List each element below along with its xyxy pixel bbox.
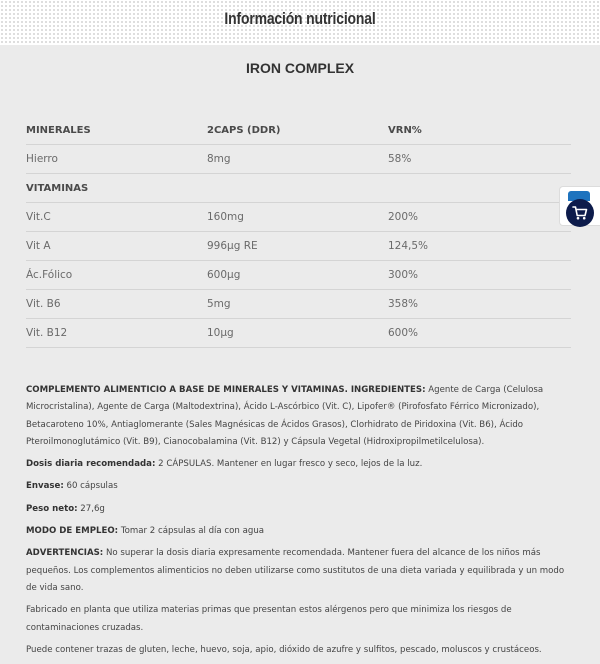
column-header-vrn: VRN% bbox=[388, 116, 571, 145]
shopping-cart-icon bbox=[572, 205, 588, 221]
nutrient-name: Hierro bbox=[26, 145, 207, 174]
usage-label: MODO DE EMPLEO: bbox=[26, 526, 119, 537]
nutrient-amount: 5mg bbox=[207, 290, 388, 319]
pack-paragraph bbox=[26, 478, 576, 495]
table-row bbox=[26, 232, 571, 261]
dose-label: Dosis diaria recomendada: bbox=[26, 459, 156, 470]
nutrient-name: Ác.Fólico bbox=[26, 261, 207, 290]
weight-label: Peso neto: bbox=[26, 503, 78, 514]
section-header bbox=[0, 0, 600, 45]
factory-paragraph: Fabricado en planta que utiliza materias primas que presentan estos alérgenos pero que minimiza los riesgos de contaminaciones cruzadas. bbox=[26, 605, 512, 633]
ingredients-label: COMPLEMENTO ALIMENTICIO A BASE DE MINERALES Y VITAMINAS. INGREDIENTES: bbox=[26, 385, 426, 395]
table-row bbox=[26, 290, 571, 319]
pack-label: Envase: bbox=[26, 481, 64, 492]
table-row bbox=[26, 203, 571, 232]
floating-cart-button[interactable] bbox=[559, 186, 600, 226]
ingredients-text: Agente de Carga (Celulosa Microcristalina), Agente de Carga (Maltodextrina), Ácido L-Ascórbico (Vit. C), Lipofer® (Pirofosfato Férrico Micronizado), Betacaroteno 10%, Antiaglomerante (Sales Magnésicas de Ácidos Grasos), Clorhidrato de Piridoxina (Vit. B6), Ácido Pteroilmonoglutámico (Vit. B9), Cianocobalamina (Vit. B12) y Cápsula Vegetal (Hidroxipropilmetilcelulosa). bbox=[26, 385, 544, 447]
table-header-row bbox=[26, 116, 571, 145]
cart-button-circle[interactable] bbox=[566, 199, 594, 227]
usage-paragraph bbox=[26, 523, 576, 540]
nutrient-vrn: 58% bbox=[388, 145, 571, 174]
nutrient-amount: 160mg bbox=[207, 203, 388, 232]
nutrient-vrn: 600% bbox=[388, 319, 571, 348]
vitamins-label: VITAMINAS bbox=[26, 174, 207, 203]
nutrient-vrn: 124,5% bbox=[388, 232, 571, 261]
weight-paragraph bbox=[26, 501, 576, 518]
nutrient-name: Vit. B6 bbox=[26, 290, 207, 319]
nutrient-vrn: 200% bbox=[388, 203, 571, 232]
warnings-paragraph bbox=[26, 545, 576, 597]
nutrition-table bbox=[26, 116, 571, 348]
weight-text: 27,6g bbox=[77, 503, 105, 514]
table-row bbox=[26, 261, 571, 290]
warnings-text: No superar la dosis diaria expresamente recomendada. Mantener fuera del alcance de los niños más pequeños. Los complementos alimenticios no deben utilizarse como sustitutos de una dieta variada y equilibrada y un modo de vida sano. bbox=[26, 548, 565, 593]
nutrient-name: Vit.C bbox=[26, 203, 207, 232]
usage-text: Tomar 2 cápsulas al día con agua bbox=[118, 526, 265, 537]
product-title: IRON COMPLEX bbox=[245, 60, 355, 76]
table-row bbox=[26, 319, 571, 348]
warnings-label: ADVERTENCIAS: bbox=[26, 548, 104, 559]
column-header-dose: 2CAPS (DDR) bbox=[207, 116, 388, 145]
empty-cell bbox=[207, 174, 388, 203]
nutrient-vrn: 358% bbox=[388, 290, 571, 319]
nutrient-amount: 600µg bbox=[207, 261, 388, 290]
ingredients-paragraph bbox=[26, 382, 576, 451]
table-subheader-row bbox=[26, 174, 571, 203]
table-row bbox=[26, 145, 571, 174]
section-title: Información nutricional bbox=[224, 9, 376, 28]
nutrient-amount: 10µg bbox=[207, 319, 388, 348]
nutrient-amount: 996µg RE bbox=[207, 232, 388, 261]
dose-text: 2 CÁPSULAS. Mantener en lugar fresco y seco, lejos de la luz. bbox=[155, 459, 423, 470]
empty-cell bbox=[388, 174, 571, 203]
traces-paragraph: Puede contener trazas de gluten, leche, huevo, soja, apio, dióxido de azufre y sulfitos, pescado, moluscos y crustáceos. bbox=[26, 644, 542, 655]
pack-text: 60 cápsulas bbox=[63, 481, 118, 492]
nutrient-name: Vit A bbox=[26, 232, 207, 261]
nutrient-vrn: 300% bbox=[388, 261, 571, 290]
column-header-minerals: MINERALES bbox=[26, 116, 207, 145]
dose-paragraph bbox=[26, 456, 576, 473]
nutrient-amount: 8mg bbox=[207, 145, 388, 174]
product-description bbox=[26, 382, 576, 664]
nutrient-name: Vit. B12 bbox=[26, 319, 207, 348]
